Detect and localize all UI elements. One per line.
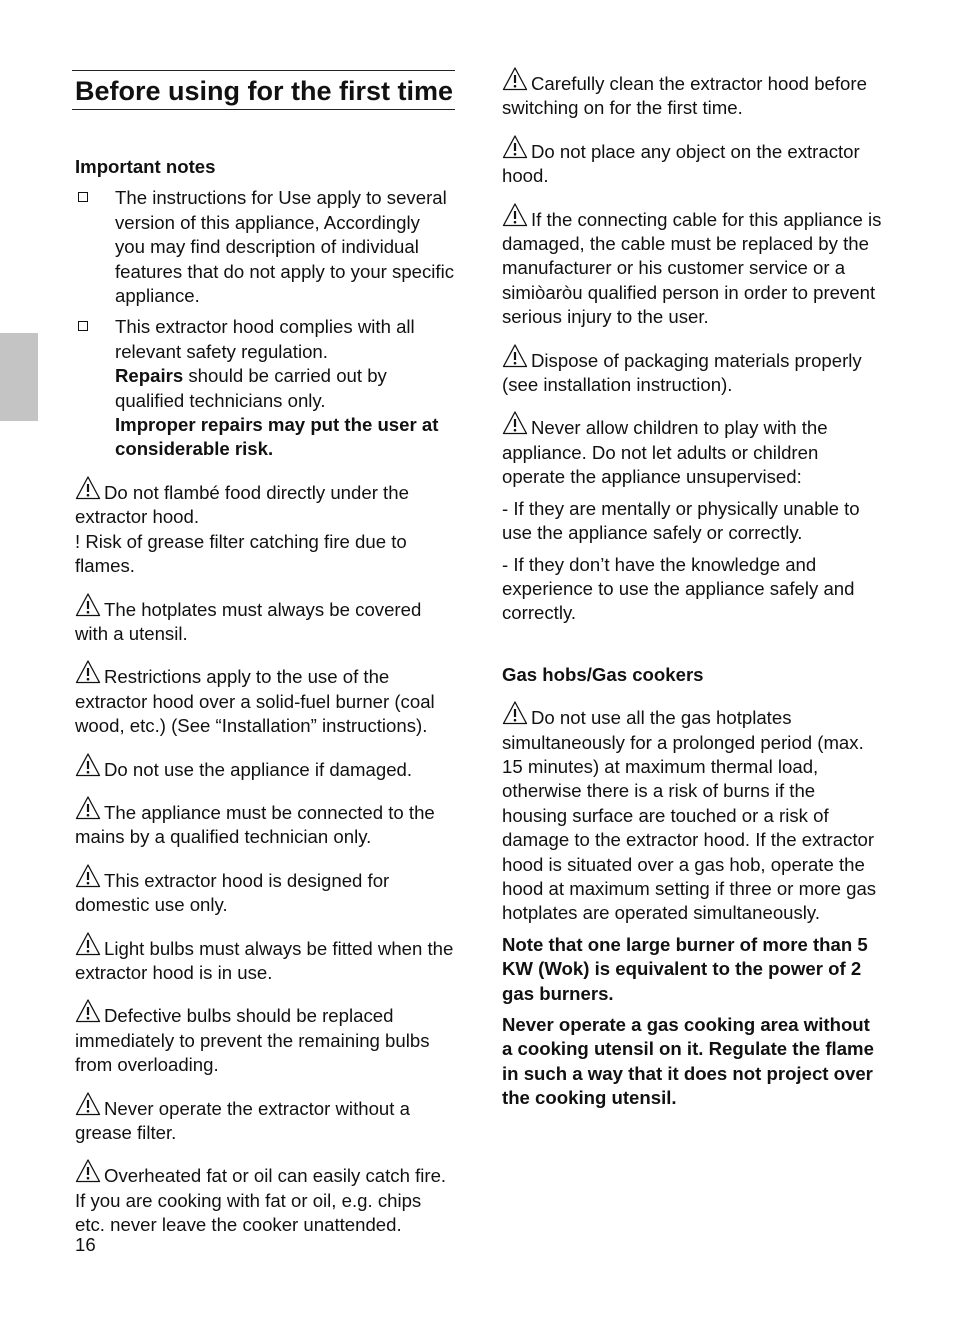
warning-gas-hotplates bbox=[502, 700, 882, 926]
warning-text: Restrictions apply to the use of the extractor hood over a solid-fuel burner (coal wood, etc.) (See “Installation” instructions). bbox=[75, 666, 435, 737]
warning-no-objects bbox=[502, 134, 882, 189]
warning-flambe bbox=[75, 475, 455, 579]
bullet-text: The instructions for Use apply to several version of this appliance, Accordingly you may find description of individual features that do not apply to your specific appliance. bbox=[115, 187, 455, 307]
warning-triangle-icon bbox=[75, 998, 101, 1024]
bullet-item-instructions bbox=[75, 186, 455, 308]
bullet-text: This extractor hood complies with all relevant safety regulation. bbox=[115, 316, 415, 362]
warning-text: Do not use all the gas hotplates simultaneously for a prolonged period (max. 15 minutes) at maximum thermal load, otherwise there is a risk of burns if the housing surface are touched or a risk of damage to the extractor hood. If the extractor hood is situated over a gas hob, operate the hood at maximum setting if three or more gas hotplates are operated simultaneously. bbox=[502, 707, 877, 924]
repairs-label: Repairs bbox=[115, 365, 184, 387]
warning-connecting-cable bbox=[502, 202, 882, 330]
warning-text: Never allow children to play with the appliance. Do not let adults or children operate the appliance unsupervised: bbox=[502, 417, 828, 488]
bullet-item-safety bbox=[75, 315, 455, 461]
warning-hotplates bbox=[75, 592, 455, 647]
warning-triangle-icon bbox=[75, 752, 101, 778]
warning-triangle-icon bbox=[75, 1091, 101, 1117]
warning-overheated-fat bbox=[75, 1158, 455, 1237]
section-tab-marker bbox=[0, 333, 38, 421]
warning-triangle-icon bbox=[75, 795, 101, 821]
note-wok-burner: Note that one large burner of more than 5 KW (Wok) is equivalent to the power of 2 gas burners. bbox=[502, 933, 868, 1004]
warning-grease-filter bbox=[75, 1091, 455, 1146]
warning-triangle-icon bbox=[75, 931, 101, 957]
repairs-text: should be carried out by qualified technicians only. bbox=[115, 365, 387, 411]
warning-text: If the connecting cable for this appliance is damaged, the cable must be replaced by the manufacturer or his customer service or a simiòaròu qualified person in order to prevent serious injury to the user. bbox=[502, 208, 882, 328]
right-column bbox=[502, 66, 882, 1111]
checkbox-bullet-icon bbox=[78, 321, 88, 331]
warning-triangle-icon bbox=[502, 134, 528, 160]
note-cooking-utensil: Never operate a gas cooking area without a cooking utensil on it. Regulate the flame in such a way that it does not project over the cooking utensil. bbox=[502, 1014, 874, 1109]
warning-text: This extractor hood is designed for domestic use only. bbox=[75, 869, 390, 916]
condition-unable: - If they are mentally or physically unable to use the appliance safely or correctly. bbox=[502, 497, 860, 544]
warning-text: The appliance must be connected to the mains by a qualified technician only. bbox=[75, 801, 435, 848]
left-column bbox=[75, 70, 455, 1238]
warning-text: The hotplates must always be covered with a utensil. bbox=[75, 598, 422, 644]
checkbox-bullet-icon bbox=[78, 192, 88, 202]
page-number: 16 bbox=[75, 1234, 96, 1255]
warning-technician bbox=[75, 795, 455, 850]
warning-triangle-icon bbox=[502, 66, 528, 92]
warning-text: Light bulbs must always be fitted when the extractor hood is in use. bbox=[75, 937, 454, 983]
warning-triangle-icon bbox=[502, 343, 528, 369]
warning-text: Defective bulbs should be replaced immediately to prevent the remaining bulbs from overloading. bbox=[75, 1005, 430, 1076]
warning-text: Do not place any object on the extractor hood. bbox=[502, 140, 860, 187]
warning-defective-bulbs bbox=[75, 998, 455, 1077]
warning-text: Never operate the extractor without a grease filter. bbox=[75, 1097, 410, 1143]
warning-light-bulbs bbox=[75, 931, 455, 986]
warning-triangle-icon bbox=[75, 592, 101, 618]
warning-triangle-icon bbox=[502, 202, 528, 228]
warning-triangle-icon bbox=[75, 475, 101, 501]
warning-text: Do not flambé food directly under the extractor hood. bbox=[75, 481, 409, 528]
gas-hobs-heading: Gas hobs/Gas cookers bbox=[502, 663, 704, 685]
important-notes-heading: Important notes bbox=[75, 156, 216, 177]
warning-text: Do not use the appliance if damaged. bbox=[104, 758, 413, 780]
warning-children bbox=[502, 410, 882, 489]
warning-text: Overheated fat or oil can easily catch fire. If you are cooking with fat or oil, e.g. chips etc. never leave the cooker unattended. bbox=[75, 1165, 447, 1236]
condition-knowledge: - If they don’t have the knowledge and experience to use the appliance safely and correctly. bbox=[502, 553, 855, 624]
warning-packaging bbox=[502, 343, 882, 398]
warning-text: Carefully clean the extractor hood before switching on for the first time. bbox=[502, 73, 867, 119]
improper-repairs-warning: Improper repairs may put the user at considerable risk. bbox=[115, 414, 439, 460]
warning-triangle-icon bbox=[502, 410, 528, 436]
warning-solid-fuel bbox=[75, 659, 455, 738]
warning-clean-hood bbox=[502, 66, 882, 121]
warning-triangle-icon bbox=[502, 700, 528, 726]
warning-triangle-icon bbox=[75, 659, 101, 685]
page-title: Before using for the first time bbox=[75, 76, 454, 106]
warning-triangle-icon bbox=[75, 1158, 101, 1184]
title-box bbox=[72, 70, 455, 110]
warning-domestic-use bbox=[75, 863, 455, 918]
warning-damaged bbox=[75, 752, 455, 782]
warning-text: ! Risk of grease filter catching fire due to flames. bbox=[75, 530, 407, 577]
warning-triangle-icon bbox=[75, 863, 101, 889]
warning-text: Dispose of packaging materials properly (see installation instruction). bbox=[502, 349, 862, 396]
